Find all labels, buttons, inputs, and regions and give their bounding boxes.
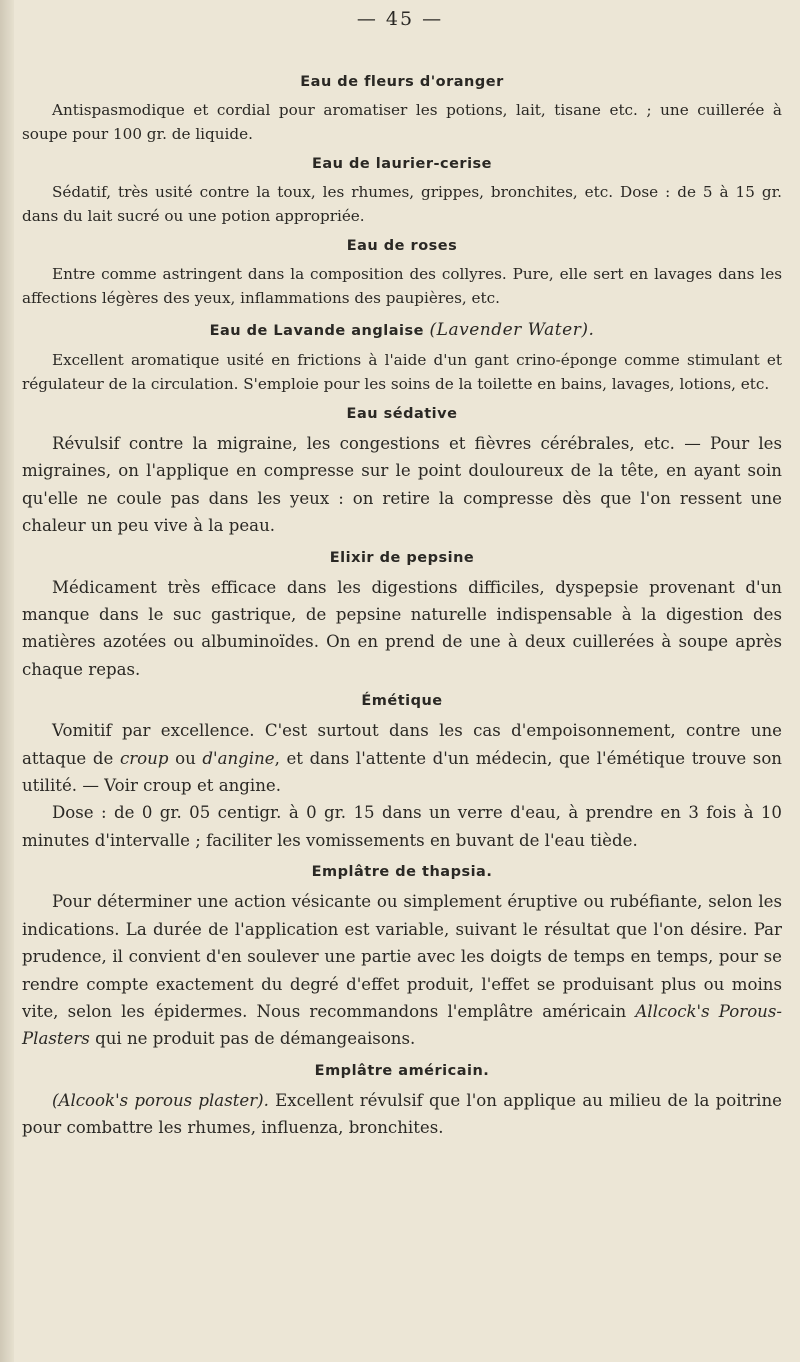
entry-text	[22, 888, 782, 1052]
entry-elixir-pepsine	[22, 550, 782, 684]
entry-title-italic: (Lavender Water).	[429, 320, 595, 340]
entry-text: Excellent aromatique usité en frictions à l'aide d'un gant crino-éponge comme stimulant et régulateur de la circulation. S'emploie pour les soins de la toilette en bains, lavages, lotions, etc.	[22, 351, 782, 393]
entry-title: Emplâtre de thapsia.	[311, 864, 493, 881]
entry-title: Eau de roses	[346, 238, 458, 254]
text-italic: Allcock's Porous-Plasters	[22, 1001, 782, 1049]
text-run: Vomitif par excellence. C'est surtout dans les cas d'empoisonnement, contre une attaque de	[22, 721, 782, 768]
page-content	[22, 74, 782, 1152]
entry-text: Entre comme astringent dans la composition des collyres. Pure, elle sert en lavages dans les affections légères des yeux, inflammations des paupières, etc.	[22, 265, 782, 307]
text-italic: croup	[119, 748, 169, 768]
entry-emplatre-americain	[22, 1063, 782, 1142]
entry-title: Émétique	[361, 693, 443, 710]
entry-text	[22, 717, 782, 799]
entry-emetique	[22, 693, 782, 854]
text-italic: d'angine	[202, 748, 275, 768]
entry-eau-fleurs-oranger	[22, 74, 782, 146]
text-run: Pour déterminer une action vésicante ou simplement éruptive ou rubéfiante, selon les indications. La durée de l'application est variable, suivant le résultat que l'on désire. Par prudence, il convient d'en soulever une partie avec les doigts de temps en temps, pour se rendre compte exactement du degré d'effet produit, l'effet se produisant plus ou moins vite, selon les épidermes. Nous recommandons l'emplâtre américain	[22, 892, 782, 1021]
entry-title: Emplâtre américain.	[314, 1062, 490, 1079]
entry-eau-laurier-cerise	[22, 156, 782, 228]
entry-title	[22, 320, 782, 340]
text-italic: (Alcook's porous plaster).	[52, 1090, 269, 1110]
entry-title: Eau de laurier-cerise	[311, 156, 493, 172]
entry-title-main: Eau de Lavande anglaise	[209, 323, 424, 339]
entry-title: Elixir de pepsine	[329, 549, 475, 566]
entry-text: Antispasmodique et cordial pour aromatiser les potions, lait, tisane etc. ; une cuillerée à soupe pour 100 gr. de liquide.	[22, 101, 782, 143]
entry-text: Dose : de 0 gr. 05 centigr. à 0 gr. 15 dans un verre d'eau, à prendre en 3 fois à 10 minutes d'intervalle ; faciliter les vomissements en buvant de l'eau tiède.	[22, 803, 782, 850]
entry-title: Eau de fleurs d'oranger	[300, 74, 504, 90]
entry-eau-roses	[22, 238, 782, 310]
text-run: , et dans l'attente d'un médecin, que l'émétique trouve son utilité. — Voir croup et angine.	[22, 748, 782, 796]
entry-text: Sédatif, très usité contre la toux, les rhumes, grippes, bronchites, etc. Dose : de 5 à 15 gr. dans du lait sucré ou une potion appropriée.	[22, 183, 782, 225]
entry-text: Médicament très efficace dans les digestions difficiles, dyspepsie provenant d'un manque dans le suc gastrique, de pepsine naturelle indispensable à la digestion des matières azotées ou albuminoïdes. On en prend de une à deux cuillerées à soupe après chaque repas.	[22, 577, 782, 679]
entry-title: Eau sédative	[346, 406, 458, 422]
entry-eau-sedative	[22, 406, 782, 540]
text-run: ou	[168, 748, 203, 768]
entry-emplatre-thapsia	[22, 864, 782, 1052]
text-run: qui ne produit pas de démangeaisons.	[89, 1029, 416, 1049]
text-run: Excellent révulsif que l'on applique au milieu de la poitrine pour combattre les rhumes, influenza, bronchites.	[22, 1090, 782, 1138]
page-edge	[0, 0, 14, 1362]
page-number: — 45 —	[356, 8, 444, 30]
entry-eau-lavande	[22, 320, 782, 396]
entry-text: Révulsif contre la migraine, les congestions et fièvres cérébrales, etc. — Pour les migraines, on l'applique en compresse sur le point douloureux de la tête, en ayant soin qu'elle ne coule pas dans les yeux : on retire la compresse dès que l'on ressent une chaleur un peu vive à la peau.	[22, 434, 782, 536]
entry-text	[22, 1087, 782, 1142]
